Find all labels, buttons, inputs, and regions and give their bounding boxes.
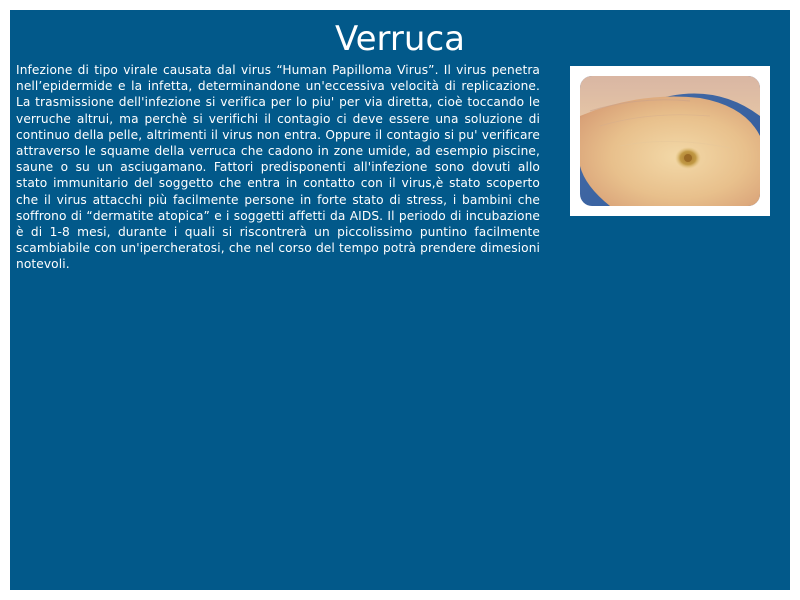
page-title: Verruca — [335, 19, 465, 59]
slide-background — [10, 10, 790, 590]
wart-photo — [580, 76, 760, 206]
description-text: Infezione di tipo virale causata dal virus “Human Papilloma Virus”. Il virus penetra nell’epidermide e la infetta, determinandone un'eccessiva velocità di replicazione. La trasmissione dell'infezione si verifica per lo piu' per via diretta, cioè toccando le verruche altrui, ma perchè si verifichi il contagio ci deve essere una soluzione di continuo della pelle, altrimenti il virus non entra. Oppure il contagio si pu' verificare attraverso le squame della verruca che cadono in zone umide, ad esempio piscine, saune o su un asciugamano. Fattori predisponenti all'infezione sono dovuti allo stato immunitario del soggetto che entra in contatto con il virus,è stato scoperto che il virus attacchi più facilmente persone in forte stato di stress, i bambini che soffrono di “dermatite atopica” e i soggetti affetti da AIDS. Il periodo di incubazione è di 1-8 mesi, durante i quali si riscontrerà un piccolissimo puntino facilmente scambiabile con un'ipercheratosi, che nel corso del tempo potrà prendere dimesioni notevoli. — [16, 63, 540, 272]
photo-frame — [570, 66, 770, 216]
